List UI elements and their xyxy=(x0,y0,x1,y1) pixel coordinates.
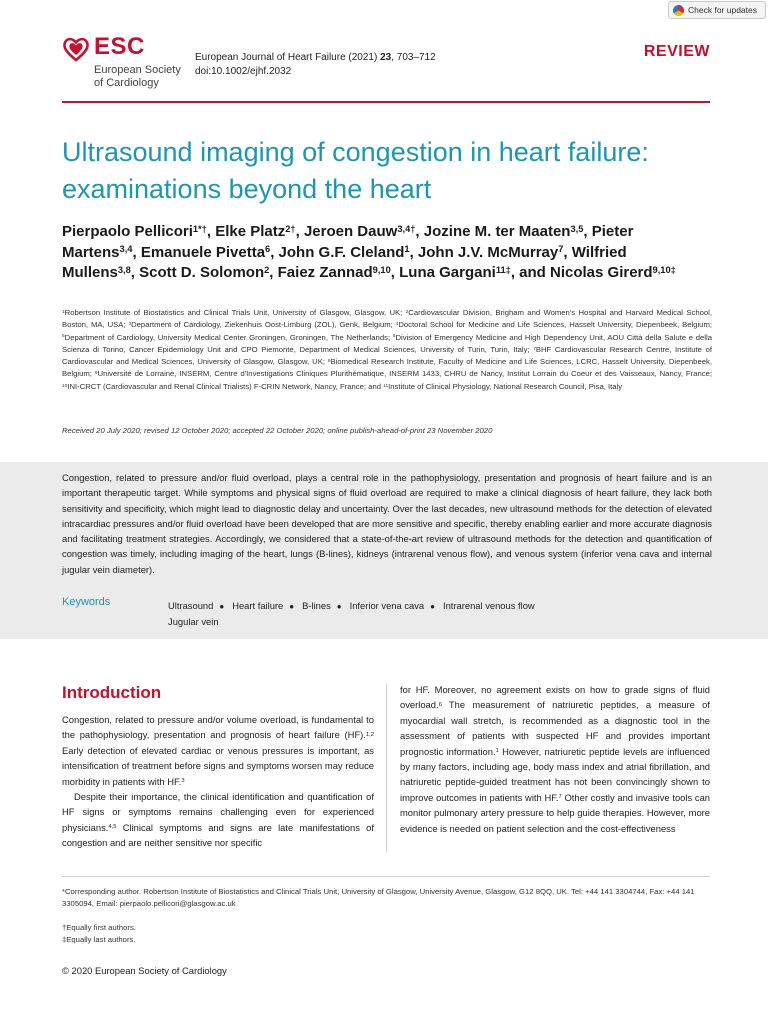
journal-volume: 23 xyxy=(380,52,392,63)
body-text: However, natriuretic peptide levels are influenced by many factors, including age, body mass index and atrial fibrillation, and natriuretic peptide-guided treatment has not been convincingly shown to improve outcomes in patients with HF. xyxy=(400,745,710,803)
keyword-separator: ● xyxy=(289,602,295,611)
affiliation-text: Robertson Institute of Biostatistics and Clinical Trials Unit, University of Glasgow, Glasgow, UK; xyxy=(64,308,406,317)
keyword: B-lines xyxy=(302,600,331,611)
author-affiliation-marker: 6 xyxy=(265,244,271,255)
article-title: Ultrasound imaging of congestion in heart failure: examinations beyond the heart xyxy=(62,137,649,204)
author-conjunction: and xyxy=(519,264,550,281)
affiliation-number: 3 xyxy=(128,322,132,328)
author-name: Nicolas Girerd xyxy=(550,264,653,281)
author-affiliation-marker: 3,4† xyxy=(397,223,416,234)
author-name: Jozine M. ter Maaten xyxy=(423,223,571,240)
author-affiliation-marker: 3,8 xyxy=(117,264,131,275)
corresponding-author-note: *Corresponding author. Robertson Institute of Biostatistics and Clinical Trials Unit, University of Glasgow, University Avenue, Glasgow, G12 8QQ, UK. Tel: +44 141 3304744, Fax: +44 141 3305094, Email: pierpaolo.pellicori@glasgow.ac.uk xyxy=(62,887,695,909)
citation-ref: 1,2 xyxy=(365,731,374,738)
paragraph xyxy=(62,712,374,789)
affiliation-text: Department of Cardiology, University Medical Center Groningen, Groningen, The Netherlands; xyxy=(64,332,393,342)
check-for-updates-label: Check for updates xyxy=(688,5,757,15)
keywords-label: Keywords xyxy=(62,596,111,608)
journal-pages: , 703–712 xyxy=(391,52,436,63)
author-affiliation-marker: 1*† xyxy=(192,223,207,234)
heart-logo-icon xyxy=(62,35,90,63)
section-label: REVIEW xyxy=(643,43,710,60)
affiliation-text: Biomedical Research Institute, Faculty of Medicine and Life Sciences, LCRC, Hasselt University, Diepenbeek, Belgium; xyxy=(62,357,712,379)
affiliation-text: BHF Cardiovascular Research Centre, Institute of Cardiovascular and Medical Sciences, University of Glasgow, Glasgow, UK; xyxy=(62,344,712,367)
keyword-separator: ● xyxy=(219,602,225,611)
received-dates: Received 20 July 2020; revised 12 October 2020; accepted 22 October 2020; online publish-ahead-of-print 23 November 2020 xyxy=(62,426,493,435)
body-text: Early detection of elevated cardiac or venous pressures is important, as intensification of treatment before signs and symptoms worsen may reduce morbidity in patients with HF. xyxy=(62,744,374,787)
author-name: Jeroen Dauw xyxy=(303,223,398,240)
column-divider xyxy=(386,684,387,852)
author-affiliation-marker: 9,10‡ xyxy=(652,264,676,275)
affiliation-number: 5 xyxy=(62,334,65,340)
body-text: The measurement of natriuretic peptides, a measure of myocardial wall stretch, is recommended as a diagnostic tool in the assessment of patients with suspected HF and provides important prognostic information. xyxy=(400,699,710,757)
logo-wordmark: ESC xyxy=(94,33,145,60)
author-name: Wilfried Mullens xyxy=(62,243,627,281)
affiliation-number: 2 xyxy=(405,309,409,315)
citation-ref: 3 xyxy=(181,778,185,785)
author-name: John G.F. Cleland xyxy=(278,243,405,261)
keyword: Jugular vein xyxy=(168,616,219,628)
affiliation-number: 8 xyxy=(327,359,331,365)
body-column-right xyxy=(400,682,710,836)
author-list: Pierpaolo Pellicori$^{1*\dagger}$, Elke Platz$^{2\dagger}$, Jeroen Dauw$^{3,4\dagger}$, Jozine M. ter Maaten$^{3,5}$, Pieter Martens$^{3,4}$, Emanuele Pivetta$^6$, John G.F. Cleland$^1$, John J.V. McMurray$^7$, Wilfried Mullens$^{3,8}$, Scott D. Solomon$^2$, Faiez Zannad$^{9,10}$, Luna Gargani$^{11\ddagger}$, and Nicolas Girerd$^{9,10\ddagger}$ xyxy=(62,223,676,281)
affiliation-number: 4 xyxy=(395,322,399,328)
introduction-heading: Introduction xyxy=(62,683,162,702)
crossmark-icon xyxy=(673,5,684,16)
affiliation-number: 6 xyxy=(392,334,396,340)
affiliation-number: 7 xyxy=(533,346,536,352)
affiliation-number: 10 xyxy=(62,383,68,389)
body-text: Other costly and invasive tools can monitor pulmonary artery pressure to help guide therapies. However, more evidence is needed on patient selection and the cost-effectiveness xyxy=(400,791,711,834)
affiliations xyxy=(62,307,712,393)
affiliation-text: INI-CRCT (Cardiovascular and Renal Clinical Trialists) F-CRIN Network, Nancy, France; and xyxy=(67,381,384,391)
affiliation-number: 11 xyxy=(383,383,389,389)
author-name: Luna Gargani xyxy=(399,264,496,281)
keywords-list xyxy=(168,598,708,630)
author-affiliation-marker: 9,10 xyxy=(372,264,391,275)
keyword: Ultrasound xyxy=(168,600,214,611)
author-affiliation-marker: 7 xyxy=(558,244,564,255)
body-column-left xyxy=(62,712,374,851)
logo-subtitle-line2: of Cardiology xyxy=(94,77,159,89)
author-name: Pierpaolo Pellicori xyxy=(62,223,193,240)
paragraph xyxy=(400,682,710,836)
affiliation-text: Division of Emergency Medicine and High Dependency Unit, AOU Città della Salute e della Scienza di Torino, Cancer Epidemiology Unit and CPO Piemonte, Department of Medical Sciences, University of Turin, Turin, Italy; xyxy=(62,332,712,354)
citation-ref: 7 xyxy=(558,794,562,801)
affiliation-number: 9 xyxy=(94,371,98,377)
keyword-separator: ● xyxy=(336,602,342,611)
affiliation-text: Department of Cardiology, Ziekenhuis Oost-Limburg (ZOL), Genk, Belgium; xyxy=(131,320,396,330)
esc-logo xyxy=(62,33,182,93)
logo-subtitle-line1: European Society xyxy=(94,64,181,76)
author-affiliation-marker: 2† xyxy=(285,223,296,234)
equal-first-authors-note: †Equally first authors. xyxy=(62,923,136,932)
author-affiliation-marker: 1 xyxy=(404,244,410,255)
affiliation-number: 1 xyxy=(62,309,65,315)
affiliation-text: Doctoral School for Medicine and Life Sciences, Hasselt University, Diepenbeek, Belgium; xyxy=(398,320,712,330)
paragraph xyxy=(62,789,374,851)
header-divider xyxy=(62,101,710,103)
affiliation-text: Université de Lorraine, INSERM, Centre d'Investigations Cliniques Plurithématique, INSERM 1433, CHRU de Nancy, Institut Lorrain du Coeur et des Vaisseaux, Nancy, France; xyxy=(97,369,712,379)
keyword: Inferior vena cava xyxy=(349,600,425,611)
journal-citation xyxy=(195,51,436,79)
author-name: Elke Platz xyxy=(215,223,286,240)
body-text: Congestion, related to pressure and/or volume overload, is fundamental to the pathophysiology, presentation and prognosis of heart failure (HF). xyxy=(62,714,374,741)
doi-link[interactable]: doi:10.1002/ejhf.2032 xyxy=(195,66,292,77)
keyword: Heart failure xyxy=(232,600,284,611)
citation-ref: 6 xyxy=(438,701,442,708)
body-text: Clinical symptoms and signs are late manifestations of congestion and are neither sensitive nor specific xyxy=(62,821,374,849)
author-name: Pieter Martens xyxy=(62,223,634,261)
journal-name: European Journal of Heart Failure (2021) xyxy=(195,52,381,63)
author-affiliation-marker: 2 xyxy=(264,264,270,275)
body-text: Despite their importance, the clinical identification and quantification of HF signs or symptoms remains challenging even for experienced physicians. xyxy=(62,791,374,833)
author-name: Faiez Zannad xyxy=(277,264,373,281)
author-affiliation-marker: 3,5 xyxy=(570,223,584,234)
body-text: for HF. Moreover, no agreement exists on how to grade signs of fluid overload. xyxy=(400,684,710,711)
keyword: Intrarenal venous flow xyxy=(442,600,535,611)
abstract-text: Congestion, related to pressure and/or fluid overload, plays a central role in the pathophysiology, presentation and prognosis of heart failure and is an important therapeutic target. While symptoms and physical signs of fluid overload are required to make a clinical diagnosis of heart failure, they lack both sensitivity and specificity, which might lead to diagnostic delay and uncertainty. Over the last decades, new ultrasound methods for the detection of elevated intracardiac pressures and/or fluid overload have been developed that are more sensitive and specific, thereby enabling earlier and more accurate diagnosis and facilitating treatment strategies. Accordingly, we considered that a state-of-the-art review of ultrasound methods for the detection and quantification of congestion was timely, including imaging of the heart, lungs (B-lines), kidneys (intrarenal venous flow), and venous system (inferior vena cava and internal jugular vein diameter). xyxy=(62,472,712,575)
author-affiliation-marker: 11‡ xyxy=(495,264,511,275)
equal-last-authors-note: ‡Equally last authors. xyxy=(62,935,136,944)
footnote-divider xyxy=(62,876,710,877)
keyword-separator: ● xyxy=(430,602,435,611)
citation-ref: 4,5 xyxy=(108,824,117,831)
author-name: Emanuele Pivetta xyxy=(140,243,266,261)
author-affiliation-marker: 3,4 xyxy=(119,244,133,255)
copyright-notice: © 2020 European Society of Cardiology xyxy=(62,965,227,976)
check-for-updates-button[interactable] xyxy=(668,1,766,19)
affiliation-text: Institute of Clinical Physiology, National Research Council, Pisa, Italy xyxy=(388,381,623,391)
author-name: Scott D. Solomon xyxy=(139,264,265,281)
author-name: John J.V. McMurray xyxy=(417,243,559,261)
affiliation-text: Cardiovascular Division, Brigham and Women's Hospital and Harvard Medical School, Boston, MA, USA; xyxy=(62,308,712,330)
citation-ref: 1 xyxy=(495,748,499,755)
